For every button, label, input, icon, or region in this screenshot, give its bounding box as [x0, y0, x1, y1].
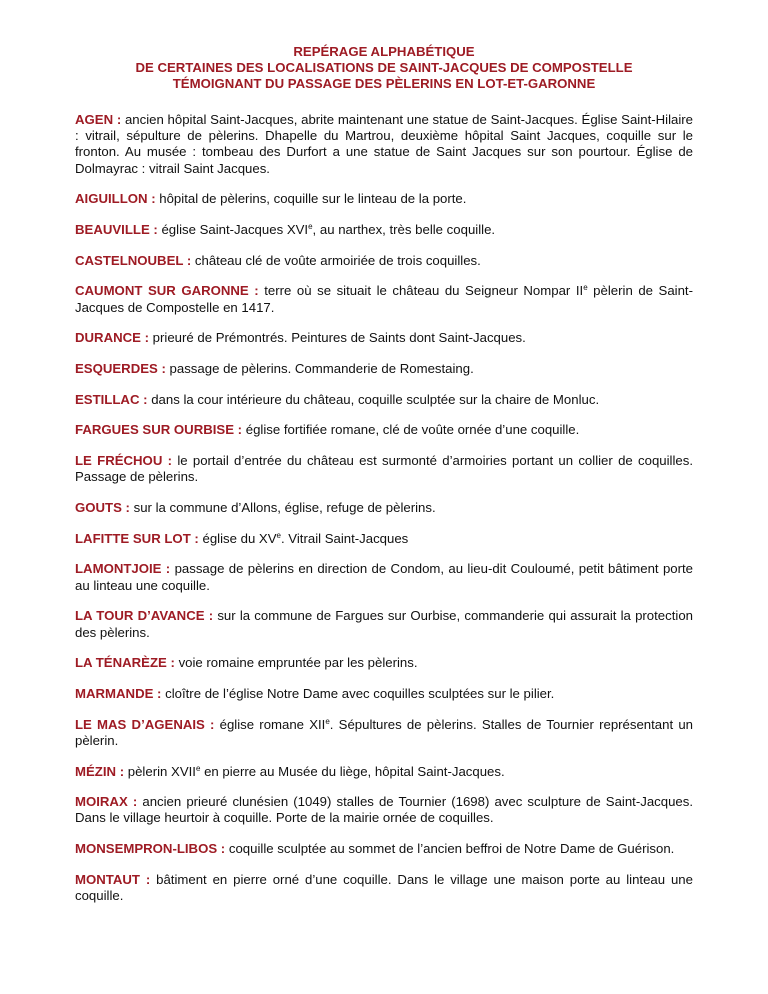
entry-text: passage de pèlerins en direction de Condom, au lieu-dit Couloumé, petit bâtiment porte au linteau une coquille. [75, 561, 693, 593]
entry-name: ESQUERDES : [75, 361, 166, 377]
entry-name: DURANCE : [75, 330, 149, 346]
entry-agen [75, 112, 693, 177]
entry-aiguillon [75, 191, 693, 207]
entry-text: sur la commune d’Allons, église, refuge de pèlerins. [133, 500, 436, 516]
superscript: e [583, 283, 588, 293]
entry-text: église fortifiée romane, clé de voûte ornée d’une coquille. [245, 422, 580, 438]
entry-name: CASTELNOUBEL : [75, 252, 192, 268]
entry-name: AGEN : [75, 112, 122, 127]
entry-la-tenareze [75, 655, 693, 671]
entry-moirax [75, 794, 693, 826]
entry-name: ESTILLAC : [75, 391, 148, 407]
document-page [75, 44, 693, 919]
entry-name: MARMANDE : [75, 685, 162, 701]
entry-name: LAMONTJOIE : [75, 561, 171, 577]
entry-name: MÉZIN : [75, 763, 125, 779]
entry-caumont-sur-garonne [75, 283, 693, 315]
entry-text: château clé de voûte armoiriée de trois coquilles. [194, 252, 481, 268]
entry-name: CAUMONT SUR GARONNE : [75, 283, 259, 299]
entry-montaut [75, 872, 693, 904]
entry-text-continued: , au narthex, très belle coquille. [312, 222, 496, 238]
entry-text: prieuré de Prémontrés. Peintures de Saints dont Saint-Jacques. [152, 330, 526, 346]
entry-text: le portail d’entrée du château est surmonté d’armoiries portant un collier de coquilles. Passage de pèlerins. [75, 453, 693, 485]
entry-text: bâtiment en pierre orné d’une coquille. Dans le village une maison porte au linteau une coquille. [75, 871, 693, 904]
entry-name: AIGUILLON : [75, 191, 156, 207]
entry-text-continued: en pierre au Musée du liège, hôpital Saint-Jacques. [200, 763, 505, 779]
entry-durance [75, 330, 693, 346]
entry-text: passage de pèlerins. Commanderie de Romestaing. [169, 361, 474, 377]
entry-name: GOUTS : [75, 500, 130, 516]
entry-text-continued: . Vitrail Saint-Jacques [280, 530, 409, 546]
entry-fargues-sur-ourbise [75, 422, 693, 438]
entry-lamontjoie [75, 561, 693, 593]
entry-marmande [75, 686, 693, 702]
entry-text-continued: . Sépultures de pèlerins. Stalles de Tournier représentant un pèlerin. [75, 716, 694, 748]
entry-text: hôpital de pèlerins, coquille sur le linteau de la porte. [159, 191, 467, 207]
title-line-1: REPÉRAGE ALPHABÉTIQUE [293, 44, 475, 59]
entry-le-frechou [75, 453, 693, 485]
superscript: e [325, 716, 330, 726]
entry-esquerdes [75, 361, 693, 377]
entry-name: LE FRÉCHOU : [75, 453, 173, 469]
superscript: e [195, 763, 201, 773]
entry-beauville [75, 222, 693, 238]
entry-name: LA TOUR D’AVANCE : [75, 608, 214, 624]
entry-name: BEAUVILLE : [75, 222, 158, 238]
entry-monsempron-libos [75, 841, 693, 857]
entry-text: terre où se situait le château du Seigneur Nompar II [264, 283, 584, 299]
entry-mezin [75, 764, 693, 780]
entry-name: MONSEMPRON-LIBOS : [75, 841, 226, 857]
entry-name: FARGUES SUR OURBISE : [75, 422, 243, 438]
entry-text: ancien hôpital Saint-Jacques, abrite maintenant une statue de Saint-Jacques. Église Saint-Hilaire : vitrail, sépulture de pèlerins. Dhapelle du Martrou, deuxième hôpital Saint Jacques, coquille sur le fronton. Au musée : tombeau des Durfort a une statue de Saint Jacques sur son pourtour. Église de Dolmayrac : vitrail Saint Jacques. [75, 112, 694, 176]
entry-text: sur la commune de Fargues sur Ourbise, commanderie qui assurait la protection des pèlerins. [75, 608, 693, 640]
title-line-2: DE CERTAINES DES LOCALISATIONS DE SAINT-JACQUES DE COMPOSTELLE [135, 60, 633, 75]
entry-name: LA TÉNARÈZE : [75, 655, 175, 671]
entry-text: église romane XII [219, 716, 326, 732]
entry-name: LAFITTE SUR LOT : [75, 530, 199, 546]
entry-text: cloître de l’église Notre Dame avec coquilles sculptées sur le pilier. [165, 685, 555, 701]
entry-lafitte-sur-lot [75, 531, 693, 547]
entry-text: église du XV [202, 530, 277, 546]
entry-castelnoubel [75, 253, 693, 269]
entry-le-mas-dagenais [75, 717, 693, 749]
entry-text: pèlerin XVII [127, 763, 196, 779]
document-title [75, 44, 693, 92]
entry-text: ancien prieuré clunésien (1049) stalles de Tournier (1698) avec sculpture de Saint-Jacques. Dans le village heurtoir à coquille. Porte de la mairie ornée de coquilles. [75, 794, 694, 826]
entry-text: dans la cour intérieure du château, coquille sculptée sur la chaire de Monluc. [151, 391, 600, 407]
superscript: e [276, 530, 281, 540]
superscript: e [308, 222, 313, 232]
entry-la-tour-davance [75, 608, 693, 640]
entry-name: LE MAS D’AGENAIS : [75, 716, 215, 732]
entry-name: MONTAUT : [75, 871, 151, 887]
entry-text: coquille sculptée au sommet de l’ancien beffroi de Notre Dame de Guérison. [228, 841, 675, 857]
title-line-3: TÉMOIGNANT DU PASSAGE DES PÈLERINS EN LOT-ET-GARONNE [172, 76, 596, 91]
entry-estillac [75, 392, 693, 408]
entry-name: MOIRAX : [75, 794, 138, 810]
entry-gouts [75, 500, 693, 516]
entry-text-continued: pèlerin de Saint-Jacques de Compostelle en 1417. [75, 283, 693, 315]
entry-text: église Saint-Jacques XVI [161, 222, 309, 238]
entry-text: voie romaine empruntée par les pèlerins. [178, 655, 418, 671]
